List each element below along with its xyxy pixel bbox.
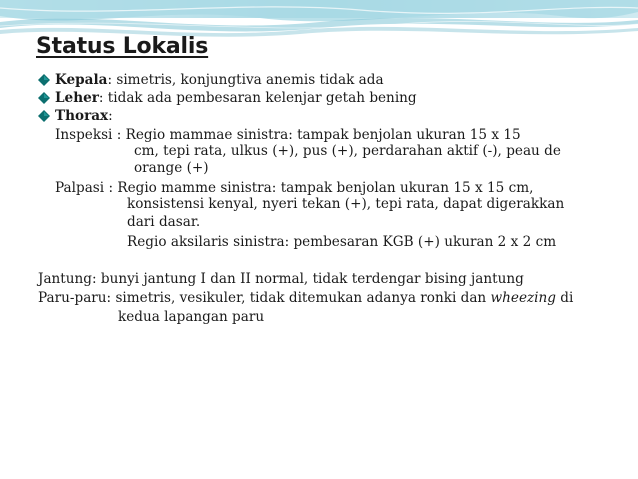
jantung-line: Jantung: bunyi jantung I dan II normal, tidak terdengar bising jantung: [38, 271, 524, 287]
slide-title: Status Lokalis: [36, 34, 209, 59]
inspeksi-line-3: orange (+): [134, 160, 209, 176]
bullet-text: : tidak ada pembesaran kelenjar getah bening: [98, 90, 417, 106]
paru-prefix: Paru-paru: simetris, vesikuler, tidak ditemukan adanya ronki dan: [38, 290, 491, 306]
bullet-label: Kepala: [55, 72, 108, 88]
bullet-text: :: [108, 108, 113, 124]
diamond-bullet-icon: [38, 110, 50, 122]
palpasi-line-4: Regio aksilaris sinistra: pembesaran KGB (+) ukuran 2 x 2 cm: [127, 234, 557, 250]
bullet-text: : simetris, konjungtiva anemis tidak ada: [107, 72, 384, 88]
palpasi-text: Regio mamme sinistra: tampak benjolan ukuran 15 x 15 cm,: [117, 180, 534, 196]
paru-suffix: di: [555, 290, 574, 306]
inspeksi-label: Inspeksi :: [55, 127, 126, 143]
paru-line-2: kedua lapangan paru: [118, 309, 265, 325]
paru-italic: wheezing: [490, 290, 556, 306]
diamond-bullet-icon: [38, 92, 50, 104]
inspeksi-line-2: cm, tepi rata, ulkus (+), pus (+), perdarahan aktif (-), peau de: [134, 143, 561, 159]
bullet-thorax: [55, 107, 113, 125]
bullet-label: Leher: [55, 90, 99, 106]
palpasi-label: Palpasi :: [55, 180, 118, 196]
inspeksi-text: Regio mammae sinistra: tampak benjolan ukuran 15 x 15: [125, 127, 521, 143]
paru-line-1: [38, 289, 573, 307]
palpasi-line-3: dari dasar.: [127, 214, 201, 230]
bullet-leher: [55, 89, 417, 107]
palpasi-line-2: konsistensi kenyal, nyeri tekan (+), tepi rata, dapat digerakkan: [127, 196, 565, 212]
bullet-kepala: [55, 71, 384, 89]
diamond-bullet-icon: [38, 74, 50, 86]
bullet-label: Thorax: [55, 108, 109, 124]
